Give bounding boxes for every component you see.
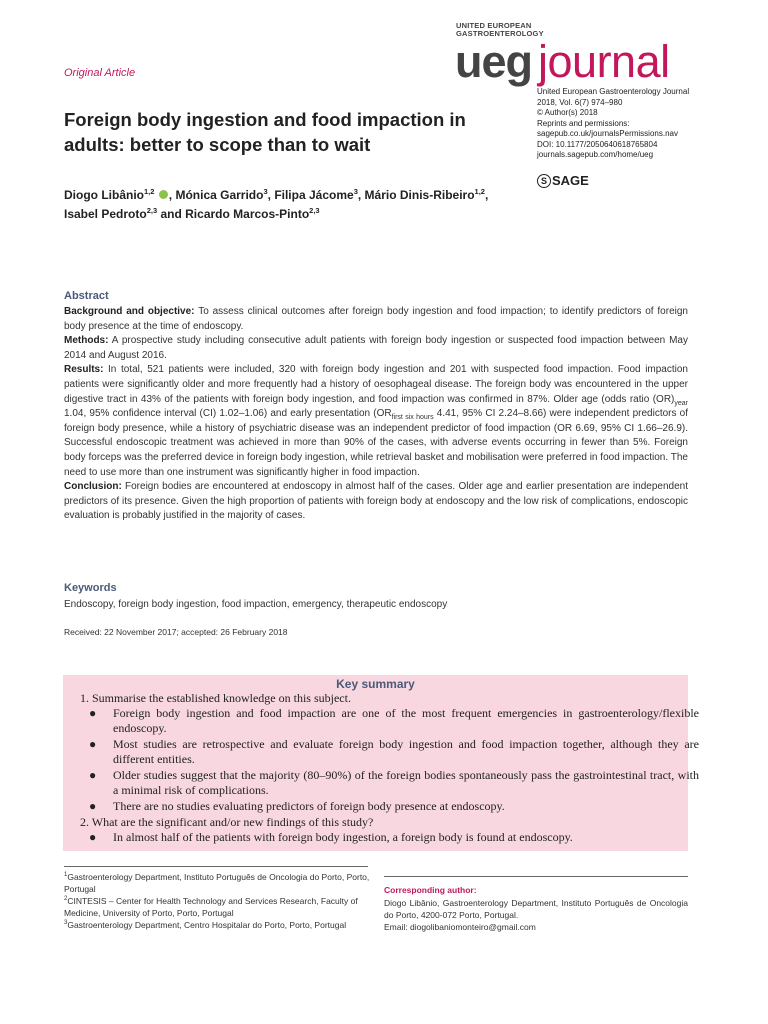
- key-summary-question-2: 2. What are the significant and/or new findings of this study?: [80, 815, 374, 829]
- journal-reprints: Reprints and permissions:: [537, 118, 630, 128]
- corresponding-author-email[interactable]: Email: diogolibaniomonteiro@gmail.com: [384, 922, 536, 932]
- affiliation-item: [64, 919, 374, 931]
- abstract-background-label: Background and objective:: [64, 306, 195, 317]
- logo-ueg: ueg: [455, 36, 533, 87]
- author-separator: ,: [267, 188, 275, 202]
- abstract-background-text: To assess clinical outcomes after foreign body ingestion and food impaction; to identify predictors of foreign body presence at the time of endoscopy.: [64, 306, 688, 332]
- abstract-results-text: 4.41, 95% CI 2.24–8.66) were independent predictors of foreign body presence, while a history of psychiatric disease was an independent predictor of food impaction (OR 6.69, 95% CI 1.66–26.9). Successful endoscopic treatment was achieved in more than 90% of the cases, with adverse events occurring in fewer than 5%. Foreign body forceps was the preferred device in foreign body ingestion, while retrieval basket and mobilisation were preferred in food impaction. The need to use more than one instrument was significantly higher in food impaction.: [64, 408, 689, 478]
- abstract-results-subscript: year: [674, 399, 688, 407]
- sage-mark-icon: S: [537, 174, 551, 188]
- author-name[interactable]: Mário Dinis-Ribeiro: [364, 188, 475, 202]
- bullet-icon: ●: [89, 737, 97, 751]
- article-type-label: Original Article: [64, 67, 136, 79]
- author-list: [64, 186, 534, 224]
- bullet-icon: ●: [89, 799, 97, 813]
- corresponding-author-heading: Corresponding author:: [384, 885, 477, 895]
- abstract-results-subscript: first six hours: [391, 414, 434, 422]
- abstract-heading: Abstract: [64, 290, 109, 302]
- sage-wordmark: SAGE: [552, 173, 589, 188]
- author-separator: ,: [168, 188, 176, 202]
- logo-top-line-1: UNITED EUROPEAN: [456, 21, 532, 30]
- journal-name: United European Gastroenterology Journal: [537, 87, 690, 96]
- author-affiliation: 1,2: [474, 187, 485, 196]
- affiliations: [64, 871, 374, 931]
- author-affiliation: 3: [353, 187, 358, 196]
- journal-logo: [455, 22, 670, 88]
- logo-top-line-2: GASTROENTEROLOGY: [456, 29, 544, 38]
- affiliation-text: Gastroenterology Department, Instituto Português de Oncologia do Porto, Porto, Portugal: [64, 872, 370, 894]
- article-title: Foreign body ingestion and food impaction in adults: better to scope than to wait: [64, 109, 466, 155]
- corresponding-author: [384, 897, 688, 933]
- corresponding-divider: [384, 876, 688, 877]
- abstract-results-text: 1.04, 95% confidence interval (CI) 1.02–1.06) and early presentation (OR: [64, 408, 392, 420]
- affiliation-text: CINTESIS – Center for Health Technology and Services Research, Faculty of Medicine, University of Porto, Porto, Portugal: [64, 896, 358, 918]
- author-name[interactable]: Filipa Jácome: [274, 188, 354, 202]
- affiliation-text: Gastroenterology Department, Centro Hospitalar do Porto, Porto, Portugal: [67, 920, 347, 930]
- key-summary-bullet: [89, 768, 699, 798]
- affiliation-item: [64, 871, 374, 895]
- abstract-methods-text: A prospective study including consecutive adult patients with foreign body ingestion or suspected food impaction between May 2014 and August 2016.: [64, 335, 688, 361]
- bullet-icon: ●: [89, 830, 97, 844]
- journal-doi[interactable]: DOI: 10.1177/2050640618765804: [537, 139, 658, 149]
- received-dates: Received: 22 November 2017; accepted: 26 February 2018: [64, 627, 288, 637]
- key-summary-bullet-text: Foreign body ingestion and food impaction are one of the most frequent emergencies in gastroenterology/flexible endoscopy.: [113, 706, 699, 735]
- keywords-list: Endoscopy, foreign body ingestion, food impaction, emergency, therapeutic endoscopy: [64, 599, 448, 610]
- key-summary-bullet-text: Older studies suggest that the majority (80–90%) of the foreign bodies spontaneously pass the gastrointestinal tract, with a minimal risk of complications.: [113, 768, 699, 797]
- abstract-conclusion: [64, 480, 688, 524]
- key-summary-bullet-text: Most studies are retrospective and evaluate foreign body ingestion and food impaction together, although they are different entities.: [113, 737, 699, 766]
- author-affiliation: 2,3: [309, 206, 320, 215]
- author-separator: ,: [484, 188, 489, 202]
- logo-journal: journal: [538, 36, 670, 87]
- author-name[interactable]: Ricardo Marcos-Pinto: [185, 207, 310, 221]
- key-summary-bullet-text: In almost half of the patients with foreign body ingestion, a foreign body is found at endoscopy.: [113, 830, 573, 844]
- key-summary-bullet: [89, 799, 699, 814]
- orcid-icon[interactable]: [159, 190, 168, 199]
- abstract-methods: [64, 334, 688, 363]
- abstract-body: [64, 305, 688, 524]
- journal-home-link[interactable]: journals.sagepub.com/home/ueg: [537, 150, 654, 159]
- author-affiliation: 1,2: [144, 187, 155, 196]
- abstract-conclusion-text: Foreign bodies are encountered at endoscopy in almost half of the cases. Older age and earlier presentation are independent predictors of its presence. Given the high proportion of patients with foreign body at endoscopy and the low risk of complications, endoscopic evaluation is probably justified in the majority of cases.: [64, 481, 688, 522]
- key-summary-bullet: [89, 706, 699, 736]
- key-summary-bullet: [89, 737, 699, 767]
- key-summary-title: Key summary: [336, 677, 415, 691]
- key-summary-question-1: 1. Summarise the established knowledge on this subject.: [80, 691, 351, 705]
- author-name[interactable]: Diogo Libânio: [64, 188, 144, 202]
- author-affiliation: 3: [263, 187, 268, 196]
- bullet-icon: ●: [89, 768, 97, 782]
- affiliation-number: 1: [64, 872, 68, 879]
- journal-permissions-link[interactable]: sagepub.co.uk/journalsPermissions.nav: [537, 129, 678, 138]
- key-summary-bullet-text: There are no studies evaluating predictors of foreign body presence at endoscopy.: [113, 799, 505, 813]
- abstract-methods-label: Methods:: [64, 335, 109, 347]
- affiliation-number: 3: [64, 920, 68, 927]
- bullet-icon: ●: [89, 706, 97, 720]
- author-affiliation: 2,3: [146, 206, 158, 215]
- sage-logo: [537, 173, 589, 188]
- author-name[interactable]: Isabel Pedroto: [64, 207, 147, 221]
- journal-copyright: © Author(s) 2018: [537, 108, 598, 117]
- key-summary-bullet: [89, 830, 699, 845]
- keywords-heading: Keywords: [64, 582, 117, 594]
- author-separator: ,: [357, 188, 365, 202]
- abstract-background: [64, 305, 688, 334]
- abstract-results-label: Results:: [64, 364, 104, 376]
- author-separator: and: [157, 207, 186, 221]
- author-name[interactable]: Mónica Garrido: [175, 188, 264, 202]
- corresponding-author-address: Diogo Libânio, Gastroenterology Department, Instituto Português de Oncologia do Porto, 4200-072 Porto, Portugal.: [384, 898, 688, 920]
- footnote-divider: [64, 866, 368, 867]
- affiliation-item: [64, 895, 374, 919]
- journal-volume: 2018, Vol. 6(7) 974–980: [537, 97, 623, 107]
- abstract-results: [64, 363, 688, 480]
- abstract-results-text: In total, 521 patients were included, 320 with foreign body ingestion and 201 with suspected food impaction. Food impaction patients were significantly older and more frequently had a history of oesophageal disease. The foreign body was encountered in the upper digestive tract in 43% of the patients with foreign body ingestion, and food impaction was confirmed in 87%. Older age (odds ratio (OR): [64, 364, 688, 405]
- affiliation-number: 2: [64, 896, 68, 903]
- key-summary-box: [63, 675, 699, 851]
- abstract-conclusion-label: Conclusion:: [64, 481, 122, 493]
- journal-info: [537, 87, 689, 161]
